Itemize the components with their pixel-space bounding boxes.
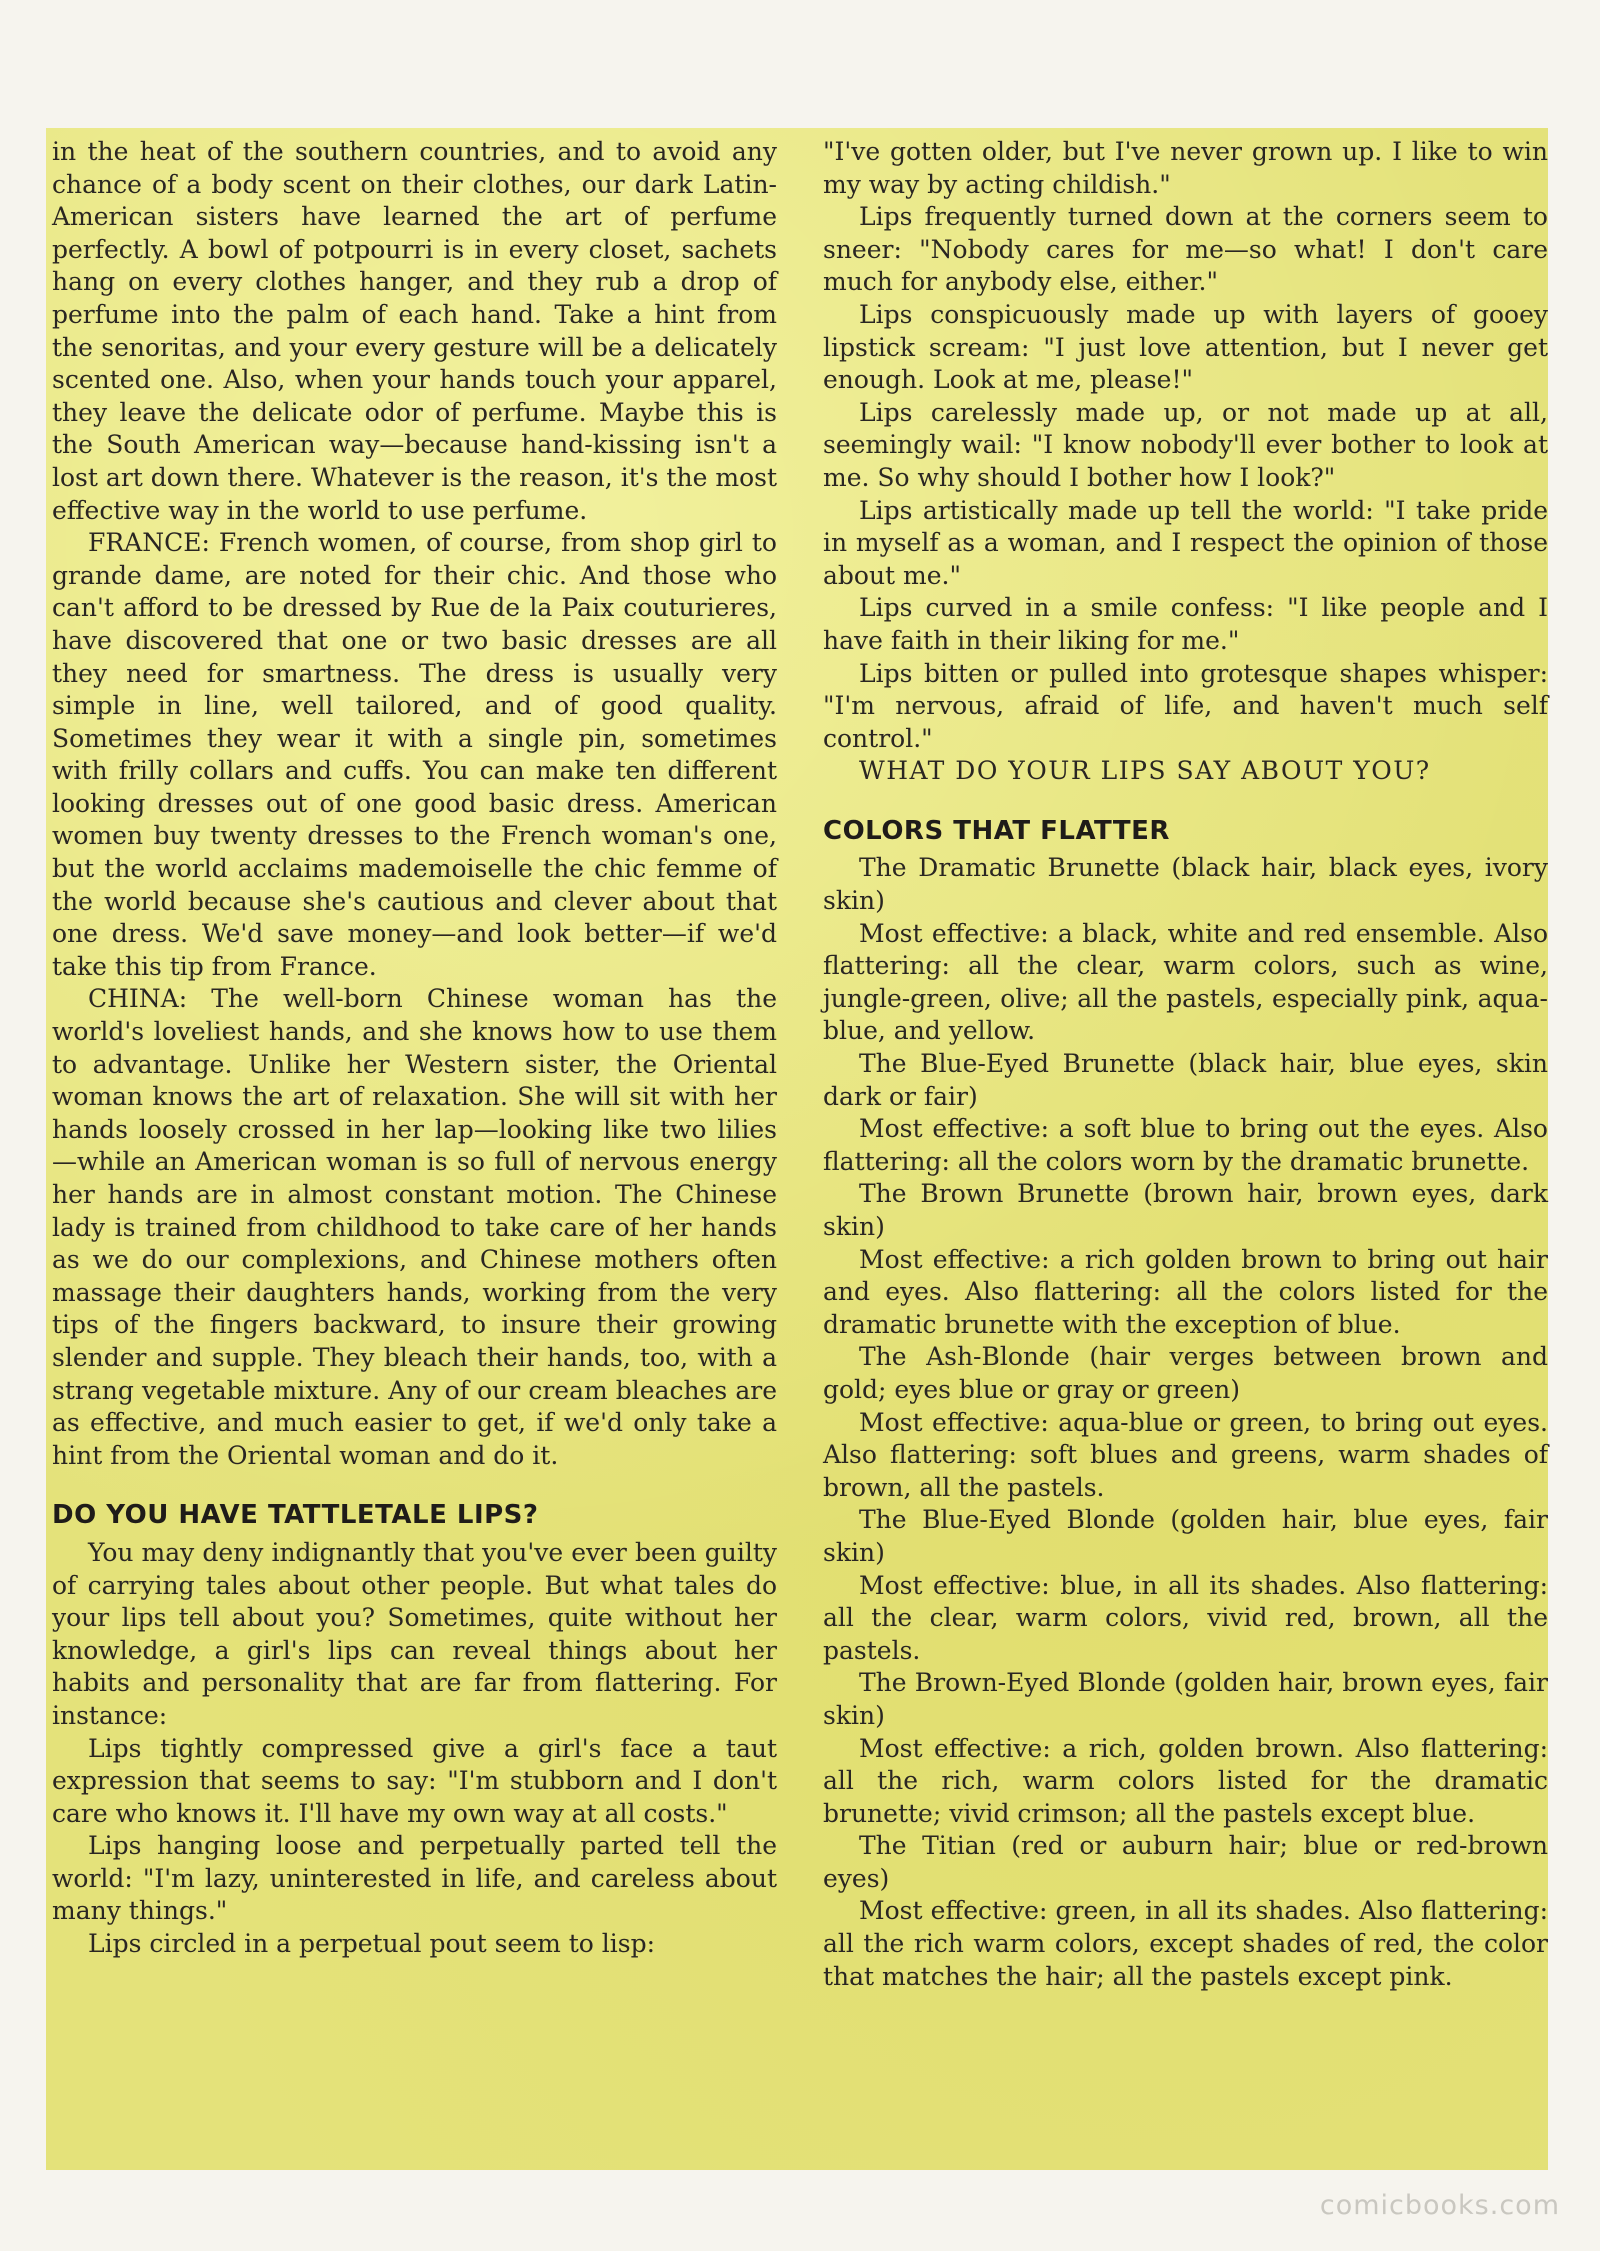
paragraph-lips-down: Lips frequently turned down at the corners seem to sneer: "Nobody cares for me—so what! I don't care much for anybody else, either." <box>823 202 1548 297</box>
paragraph-lips-artistic: Lips artistically made up tell the world: "I take pride in myself as a woman, and I respect the opinion of those about me." <box>823 495 1548 590</box>
paragraph-titian: The Titian (red or auburn hair; blue or red-brown eyes) <box>823 1831 1548 1893</box>
paragraph-dramatic-brunette: The Dramatic Brunette (black hair, black eyes, ivory skin) <box>823 853 1548 916</box>
paragraph-brown-brunette: The Brown Brunette (brown hair, brown eyes, dark skin) <box>823 1179 1548 1241</box>
paragraph-france: FRANCE: French women, of course, from shop girl to grande dame, are noted for their chic. And those who can't afford to be dressed by Rue de la Paix couturieres, have discovered that one or two basic dresses are all they need for smartness. The dress is usually very simple in line, well tailored, and of good quality. Sometimes they wear it with a single pin, sometimes with frilly collars and cuffs. You can make ten different looking dresses out of one good basic dress. American women buy twenty dresses to the French woman's one, but the world acclaims mademoiselle the chic femme of the world because she's cautious and clever about that one dress. We'd save money—and look better—if we'd take this tip from France. <box>52 528 777 981</box>
paragraph-lips-smile: Lips curved in a smile confess: "I like people and I have faith in their liking for me." <box>823 593 1548 655</box>
paragraph-brown-eyed-blonde: The Brown-Eyed Blonde (golden hair, brown eyes, fair skin) <box>823 1668 1548 1730</box>
site-watermark: comicbooks.com <box>1319 2190 1560 2221</box>
paragraph-titian-colors: Most effective: green, in all its shades. Also flattering: all the rich warm colors, except shades of red, the color that matches the hair; all the pastels except pink. <box>823 1896 1548 1991</box>
paragraph-lips-bitten: Lips bitten or pulled into grotesque shapes whisper: "I'm nervous, afraid of life, and haven't much self control." <box>823 658 1548 753</box>
left-column <box>52 136 777 1961</box>
paragraph-pout-continued: "I've gotten older, but I've never grown up. I like to win my way by acting childish." <box>823 137 1548 199</box>
paragraph-brown-brunette-colors: Most effective: a rich golden brown to bring out hair and eyes. Also flattering: all the colors listed for the dramatic brunette with the exception of blue. <box>823 1244 1548 1339</box>
paragraph-blue-eyed-brunette-colors: Most effective: a soft blue to bring out the eyes. Also flattering: all the colors worn by the dramatic brunette. <box>823 1114 1548 1176</box>
paragraph-intro: in the heat of the southern countries, and to avoid any chance of a body scent on their clothes, our dark Latin-American sisters have learned the art of perfume perfectly. A bowl of potpourri is in every closet, sachets hang on every clothes hanger, and they rub a drop of perfume into the palm of each hand. Take a hint from the senoritas, and your every gesture will be a delicately scented one. Also, when your hands touch your apparel, they leave the delicate odor of perfume. Maybe this is the South American way—because hand-kissing isn't a lost art down there. Whatever is the reason, it's the most effective way in the world to use perfume. <box>52 137 777 525</box>
paragraph-lips-loose: Lips hanging loose and perpetually parted tell the world: "I'm lazy, uninterested in life, and careless about many things." <box>52 1831 777 1926</box>
heading-colors-that-flatter: COLORS THAT FLATTER <box>823 815 1170 846</box>
paragraph-blue-eyed-blonde: The Blue-Eyed Blonde (golden hair, blue eyes, fair skin) <box>823 1505 1548 1567</box>
magazine-page <box>46 128 1548 2170</box>
paragraph-lips-compressed: Lips tightly compressed give a girl's face a taut expression that seems to say: "I'm stubborn and I don't care who knows it. I'll have my own way at all costs." <box>52 1733 777 1828</box>
paragraph-ash-blonde: The Ash-Blonde (hair verges between brown and gold; eyes blue or gray or green) <box>823 1342 1548 1404</box>
right-column <box>823 136 1548 1993</box>
paragraph-blue-eyed-blonde-colors: Most effective: blue, in all its shades. Also flattering: all the clear, warm colors, vivid red, brown, all the pastels. <box>823 1570 1548 1665</box>
paragraph-lips-careless: Lips carelessly made up, or not made up at all, seemingly wail: "I know nobody'll ever bother to look at me. So why should I bother how I look?" <box>823 397 1548 492</box>
paragraph-lips-gooey: Lips conspicuously made up with layers of gooey lipstick scream: "I just love attention, but I never get enough. Look at me, please!" <box>823 299 1548 395</box>
paragraph-brown-eyed-blonde-colors: Most effective: a rich, golden brown. Also flattering: all the rich, warm colors listed for the dramatic brunette; vivid crimson; all the pastels except blue. <box>823 1733 1548 1828</box>
paragraph-dramatic-brunette-colors: Most effective: a black, white and red ensemble. Also flattering: all the clear, warm colors, such as wine, jungle-green, olive; all the pastels, especially pink, aqua-blue, and yellow. <box>823 918 1548 1046</box>
callout-lips-question: WHAT DO YOUR LIPS SAY ABOUT YOU? <box>859 756 1431 786</box>
paragraph-lips-intro: You may deny indignantly that you've ever been guilty of carrying tales about other people. But what tales do your lips tell about you? Sometimes, quite without her knowledge, a girl's lips can reveal things about her habits and personality that are far from flattering. For instance: <box>52 1537 777 1730</box>
paragraph-ash-blonde-colors: Most effective: aqua-blue or green, to bring out eyes. Also flattering: soft blues and greens, warm shades of brown, all the pastels. <box>823 1407 1548 1502</box>
paragraph-china: CHINA: The well-born Chinese woman has the world's loveliest hands, and she knows how to use them to advantage. Unlike her Western sister, the Oriental woman knows the art of relaxation. She will sit with her hands loosely crossed in her lap—looking like two lilies—while an American woman is so full of nervous energy her hands are in almost constant motion. The Chinese lady is trained from childhood to take care of her hands as we do our complexions, and Chinese mothers often massage their daughters hands, working from the very tips of the fingers backward, to insure their growing slender and supple. They bleach their hands, too, with a strang vegetable mixture. Any of our cream bleaches are as effective, and much easier to get, if we'd only take a hint from the Oriental woman and do it. <box>52 984 777 1470</box>
paragraph-lips-pout: Lips circled in a perpetual pout seem to lisp: <box>88 1929 656 1959</box>
paragraph-blue-eyed-brunette: The Blue-Eyed Brunette (black hair, blue eyes, skin dark or fair) <box>823 1049 1548 1111</box>
heading-tattletale-lips: DO YOU HAVE TATTLETALE LIPS? <box>52 1500 539 1531</box>
